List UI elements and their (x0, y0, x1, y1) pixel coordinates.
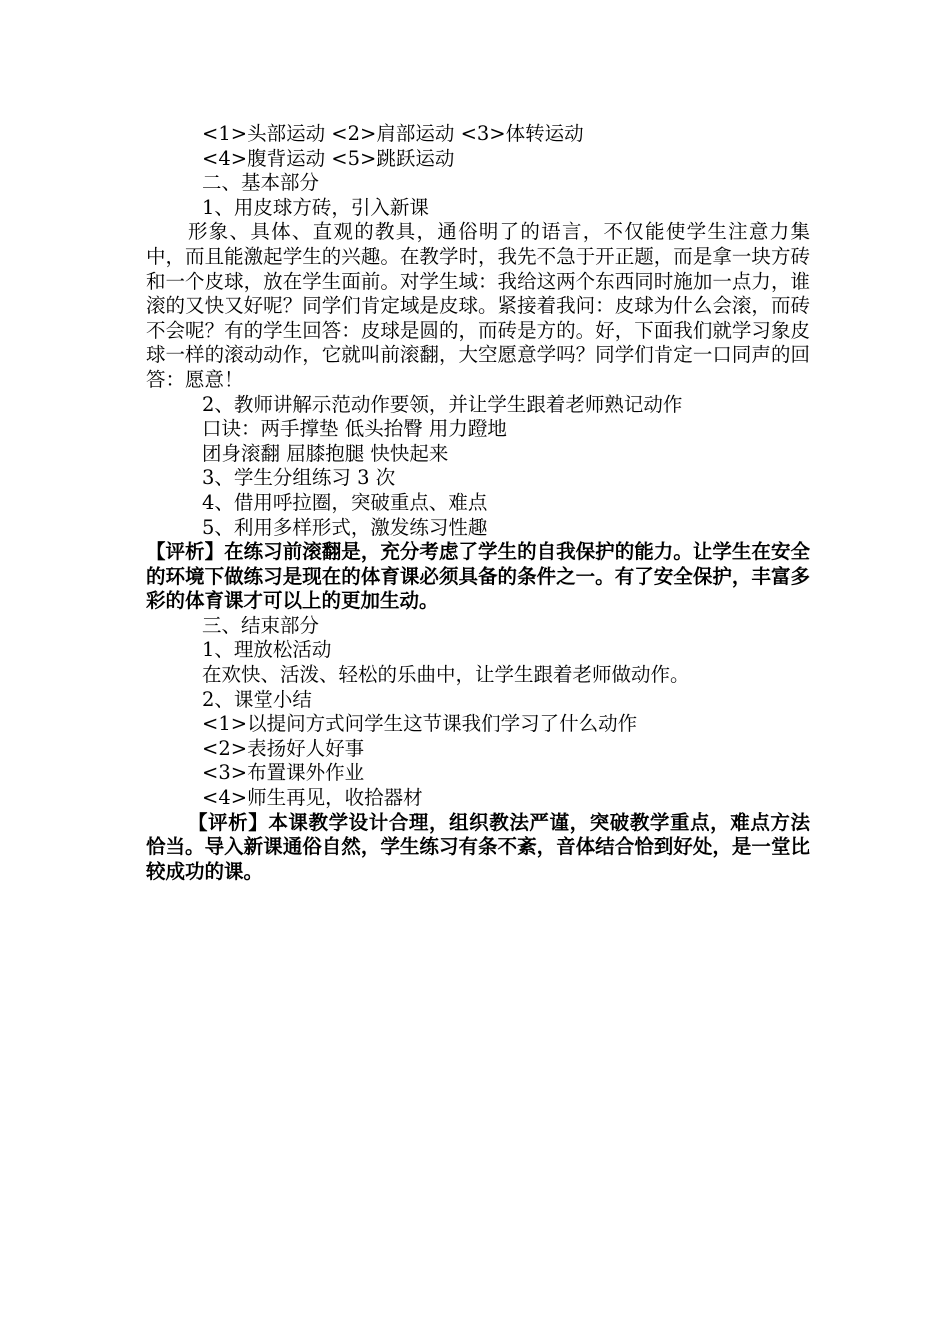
summary-item-3: <3>布置课外作业 (202, 761, 365, 785)
basic-step-1-paragraph: 形象、具体、直观的教具，通俗明了的语言，不仅能使学生注意力集中，而且能激起学生的兴趣。在教学时，我先不急于开正题，而是拿一块方砖和一个皮球，放在学生面前。对学生域：我给这两个东西同时施加一点力，谁滚的又快又好呢？同学们肯定域是皮球。紧接着我问：皮球为什么会滚，而砖不会呢？有的学生回答：皮球是圆的，而砖是方的。好，下面我们就学习象皮球一样的滚动动作，它就叫前滚翻，大空愿意学吗？同学们肯定一口同声的回答：愿意！ (146, 220, 810, 391)
basic-step-2-title: 2、教师讲解示范动作要领，并让学生跟着老师熟记动作 (202, 392, 683, 416)
mnemonic-line-2: 团身滚翻 屈膝抱腿 快快起来 (202, 441, 449, 465)
summary-item-2: <2>表扬好人好事 (202, 736, 365, 760)
basic-step-1-title: 1、用皮球方砖，引入新课 (202, 195, 429, 219)
warmup-line-2: <4>腹背运动 <5>跳跃运动 (202, 146, 455, 170)
basic-step-4: 4、借用呼拉圈，突破重点、难点 (202, 490, 488, 514)
document-page (146, 122, 810, 884)
warmup-line-1: <1>头部运动 <2>肩部运动 <3>体转运动 (202, 122, 584, 145)
end-step-2-title: 2、课堂小结 (202, 687, 312, 711)
section-basic-heading: 二、基本部分 (202, 171, 320, 195)
basic-review: 【评析】在练习前滚翻是，充分考虑了学生的自我保护的能力。让学生在安全的环境下做练习是现在的体育课必须具备的条件之一。有了安全保护，丰富多彩的体育课才可以上的更加生动。 (146, 540, 810, 613)
section-end-heading: 三、结束部分 (202, 613, 320, 637)
summary-item-4: <4>师生再见，收拾器材 (202, 786, 423, 810)
basic-step-3: 3、学生分组练习 3 次 (202, 466, 396, 490)
mnemonic-line-1: 口诀：两手撑垫 低头抬臀 用力蹬地 (202, 417, 507, 441)
summary-item-1: <1>以提问方式问学生这节课我们学习了什么动作 (202, 712, 638, 736)
end-step-1-title: 1、理放松活动 (202, 638, 332, 662)
end-step-1-text: 在欢快、活泼、轻松的乐曲中，让学生跟着老师做动作。 (202, 663, 690, 687)
basic-step-5: 5、利用多样形式，激发练习性趣 (202, 515, 488, 539)
final-review: 【评析】本课教学设计合理，组织教法严谨，突破教学重点，难点方法恰当。导入新课通俗自然，学生练习有条不紊，音体结合恰到好处，是一堂比较成功的课。 (146, 810, 810, 883)
